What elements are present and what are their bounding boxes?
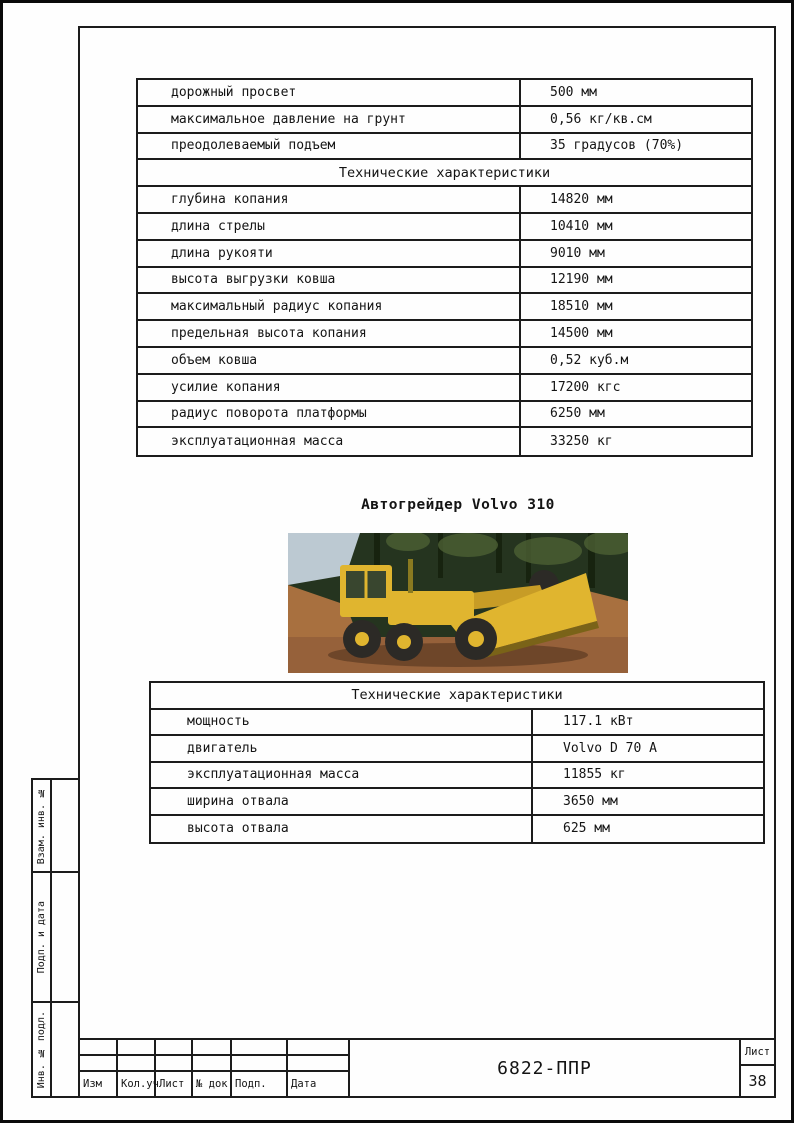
row-label: усилие копания bbox=[138, 375, 521, 400]
stamp-empty-cell bbox=[52, 1003, 78, 1096]
row-label: глубина копания bbox=[138, 187, 521, 212]
row-label: радиус поворота платформы bbox=[138, 402, 521, 427]
revision-row bbox=[80, 1056, 348, 1072]
row-value: 12190 мм bbox=[550, 272, 613, 288]
row-value: 3650 мм bbox=[563, 793, 618, 809]
revision-cell bbox=[80, 1040, 118, 1054]
table-row bbox=[138, 241, 751, 268]
stamp-empty-cell bbox=[52, 873, 78, 1001]
table-row bbox=[138, 80, 751, 107]
revision-col-label: Лист bbox=[156, 1072, 193, 1096]
revision-cell bbox=[193, 1040, 232, 1054]
row-value: 0,52 куб.м bbox=[550, 352, 629, 368]
table-row bbox=[138, 402, 751, 429]
sheet-label: Лист bbox=[741, 1040, 774, 1066]
row-label: максимальное давление на грунт bbox=[138, 107, 521, 132]
table-row bbox=[138, 348, 751, 375]
row-label: двигатель bbox=[151, 736, 533, 761]
revision-row bbox=[80, 1040, 348, 1056]
table-row bbox=[138, 187, 751, 214]
row-label: эксплуатационная масса bbox=[138, 428, 521, 455]
row-value: Volvo D 70 A bbox=[563, 740, 657, 756]
exhaust-stack bbox=[408, 559, 413, 593]
revision-grid bbox=[80, 1040, 350, 1096]
stamp-empty-cell bbox=[52, 780, 78, 871]
row-value: 14820 мм bbox=[550, 192, 613, 208]
table-row bbox=[151, 736, 763, 763]
table-section-header: Технические характеристики bbox=[138, 160, 751, 187]
stamp-label: Инв. № подл. bbox=[36, 1010, 47, 1089]
row-value: 9010 мм bbox=[550, 245, 605, 261]
row-value: 0,56 кг/кв.см bbox=[550, 111, 652, 127]
revision-cell bbox=[118, 1040, 156, 1054]
sheet-number: 38 bbox=[748, 1072, 767, 1090]
stamp-label: Подп. и дата bbox=[36, 900, 47, 974]
revision-cell bbox=[193, 1056, 232, 1070]
revision-col-label: № док bbox=[193, 1072, 232, 1096]
table-row bbox=[151, 816, 763, 843]
spec-table-grader bbox=[149, 681, 765, 844]
row-value: 17200 кгс bbox=[550, 379, 621, 395]
row-value: 18510 мм bbox=[550, 299, 613, 315]
side-stamp bbox=[31, 778, 78, 1098]
grader-title: Автогрейдер Volvo 310 bbox=[361, 497, 555, 513]
spec-table-excavator bbox=[136, 78, 753, 457]
row-label: преодолеваемый подъем bbox=[138, 134, 521, 159]
rear-wheel-2-hub bbox=[397, 635, 411, 649]
revision-cell bbox=[232, 1040, 288, 1054]
stamp-label: Взам. инв. № bbox=[36, 786, 47, 865]
revision-cell bbox=[232, 1056, 288, 1070]
table-row bbox=[151, 789, 763, 816]
row-value: 11855 кг bbox=[563, 767, 626, 783]
revision-col-label: Кол.уч bbox=[118, 1072, 156, 1096]
table-row bbox=[138, 294, 751, 321]
row-value: 14500 мм bbox=[550, 326, 613, 342]
table-row bbox=[138, 375, 751, 402]
row-label: длина рукояти bbox=[138, 241, 521, 266]
table-row bbox=[138, 428, 751, 455]
center-wheel-hub bbox=[468, 631, 484, 647]
engine-body bbox=[388, 591, 474, 625]
sheet-box bbox=[741, 1040, 774, 1096]
row-value: 625 мм bbox=[563, 821, 610, 837]
rear-wheel-1-hub bbox=[355, 632, 369, 646]
table-row bbox=[138, 268, 751, 295]
stamp-section bbox=[33, 873, 78, 1003]
grader-photo bbox=[288, 533, 628, 673]
title-block bbox=[78, 1038, 776, 1098]
stamp-section bbox=[33, 1003, 78, 1096]
stamp-label-cell bbox=[33, 780, 52, 871]
row-value: 33250 кг bbox=[550, 434, 613, 450]
revision-cell bbox=[156, 1040, 193, 1054]
row-value: 35 градусов (70%) bbox=[550, 138, 684, 154]
table-row bbox=[151, 710, 763, 737]
row-value: 10410 мм bbox=[550, 218, 613, 234]
row-label: высота отвала bbox=[151, 816, 533, 843]
revision-cell bbox=[118, 1056, 156, 1070]
revision-col-label: Дата bbox=[291, 1078, 317, 1090]
table-row bbox=[138, 107, 751, 134]
row-label: эксплуатационная масса bbox=[151, 763, 533, 788]
document-code: 6822-ППР bbox=[350, 1040, 741, 1096]
row-label: высота выгрузки ковша bbox=[138, 268, 521, 293]
row-value: 6250 мм bbox=[550, 406, 605, 422]
table-row bbox=[138, 321, 751, 348]
row-value: 500 мм bbox=[550, 84, 597, 100]
row-label: длина стрелы bbox=[138, 214, 521, 239]
row-label: объем ковша bbox=[138, 348, 521, 373]
revision-cell bbox=[80, 1056, 118, 1070]
revision-col-label: Изм bbox=[80, 1072, 118, 1096]
table-section-header: Технические характеристики bbox=[151, 683, 763, 710]
stamp-label-cell bbox=[33, 1003, 52, 1096]
row-label: мощность bbox=[151, 710, 533, 735]
stamp-label-cell bbox=[33, 873, 52, 1001]
row-value: 117.1 кВт bbox=[563, 714, 634, 730]
revision-header-row bbox=[80, 1072, 348, 1096]
row-label: максимальный радиус копания bbox=[138, 294, 521, 319]
row-label: ширина отвала bbox=[151, 789, 533, 814]
row-label: дорожный просвет bbox=[138, 80, 521, 105]
table-row bbox=[151, 763, 763, 790]
table-row bbox=[138, 134, 751, 161]
revision-col-label: Подп. bbox=[232, 1072, 288, 1096]
row-label: предельная высота копания bbox=[138, 321, 521, 346]
revision-cell bbox=[156, 1056, 193, 1070]
revision-cell bbox=[288, 1056, 348, 1070]
revision-cell bbox=[288, 1040, 348, 1054]
stamp-section bbox=[33, 780, 78, 873]
table-row bbox=[138, 214, 751, 241]
